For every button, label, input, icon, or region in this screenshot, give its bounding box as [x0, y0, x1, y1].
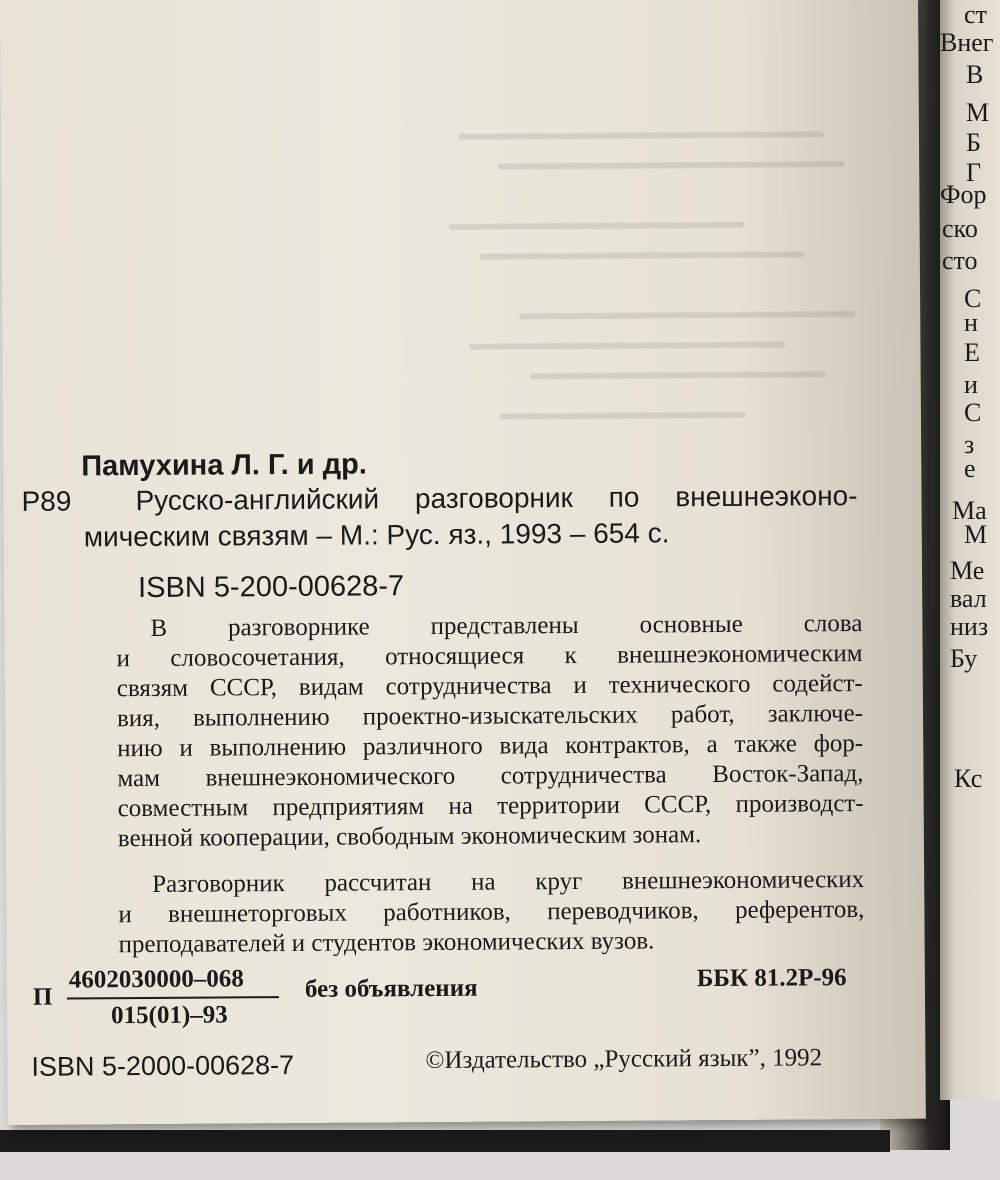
show-through-text	[441, 114, 863, 457]
fraction-bar	[67, 996, 279, 999]
index-numerator: 4602030000–068	[68, 965, 244, 994]
abstract-line: мам внешнеэкономического сотрудничества Восток-Запад,	[117, 759, 864, 793]
facing-page-fragment: низ	[950, 612, 989, 641]
facing-page-fragment: Ме	[950, 556, 985, 585]
facing-page-fragment: М	[966, 98, 990, 127]
facing-page-fragment: Фор	[940, 180, 987, 209]
abstract-line: В разговорнике представлены основные слова	[150, 609, 863, 642]
facing-page-fragment: Ма	[952, 496, 987, 525]
audience-line: Разговорник рассчитан на круг внешнеэкономических	[152, 865, 865, 898]
abstract-line: связям СССР, видам сотрудничества и технического содейст-	[116, 669, 863, 703]
abstract-line: венной кооперации, свободным экономическим зонам.	[117, 821, 702, 853]
isbn-bottom: ISBN 5-2000-00628-7	[31, 1049, 295, 1082]
facing-page-fragment: С	[964, 284, 982, 313]
abstract-line: вия, выполнению проектно-изыскательских работ, заключе-	[116, 699, 864, 733]
index-note: без объявления	[304, 974, 478, 1003]
facing-page-fragment: Б	[966, 128, 981, 157]
author-line: Памухина Л. Г. и др.	[81, 448, 368, 483]
copyright: ©Издательство „Русский язык”, 1992	[425, 1044, 823, 1075]
title-line-1: Русско-английский разговорник по внешнеэконо-	[135, 480, 858, 517]
facing-page-fragment: М	[964, 520, 988, 549]
facing-page-fragment: вал	[950, 584, 987, 613]
isbn-top: ISBN 5-200-00628-7	[137, 570, 405, 605]
facing-page-fragment: е	[964, 454, 976, 483]
facing-page-fragment: В	[966, 60, 984, 89]
audience-line: и внешнеторговых работников, переводчиков, референтов,	[118, 895, 865, 929]
abstract-line: нию и выполнению различного вида контрактов, а также фор-	[117, 729, 864, 763]
bbk-code: ББК 81.2Р-96	[696, 964, 847, 993]
facing-page-fragment: ст	[964, 0, 987, 29]
facing-page-fragment: Г	[966, 158, 982, 187]
index-letter: П	[32, 983, 53, 1011]
facing-page-fragment: сто	[942, 246, 978, 275]
facing-page-fragment: ско	[942, 214, 978, 243]
facing-page-fragment: и	[964, 370, 978, 399]
abstract-line: совместным предприятиям на территории СССР, производст-	[117, 789, 864, 823]
facing-page-fragment: С	[964, 398, 982, 427]
audience-line: преподавателей и студентов экономических вузов.	[118, 927, 655, 959]
facing-page-fragment: Е	[964, 338, 980, 367]
catalog-code: Р89	[21, 485, 72, 517]
abstract-line: и словосочетания, относящиеся к внешнеэкономическим	[116, 639, 863, 673]
title-line-2: мическим связям – М.: Рус. яз., 1993 – 654 с.	[83, 517, 670, 553]
facing-page-fragment: Бу	[950, 644, 978, 673]
book-cover-edge	[0, 1130, 890, 1152]
facing-page	[940, 0, 1000, 1100]
facing-page-fragment: з	[964, 430, 975, 459]
facing-page-fragment: Кс	[954, 764, 983, 793]
facing-page-fragment: Внег	[940, 28, 994, 57]
facing-page-fragment: н	[964, 308, 978, 337]
index-denominator: 015(01)–93	[110, 1001, 228, 1030]
